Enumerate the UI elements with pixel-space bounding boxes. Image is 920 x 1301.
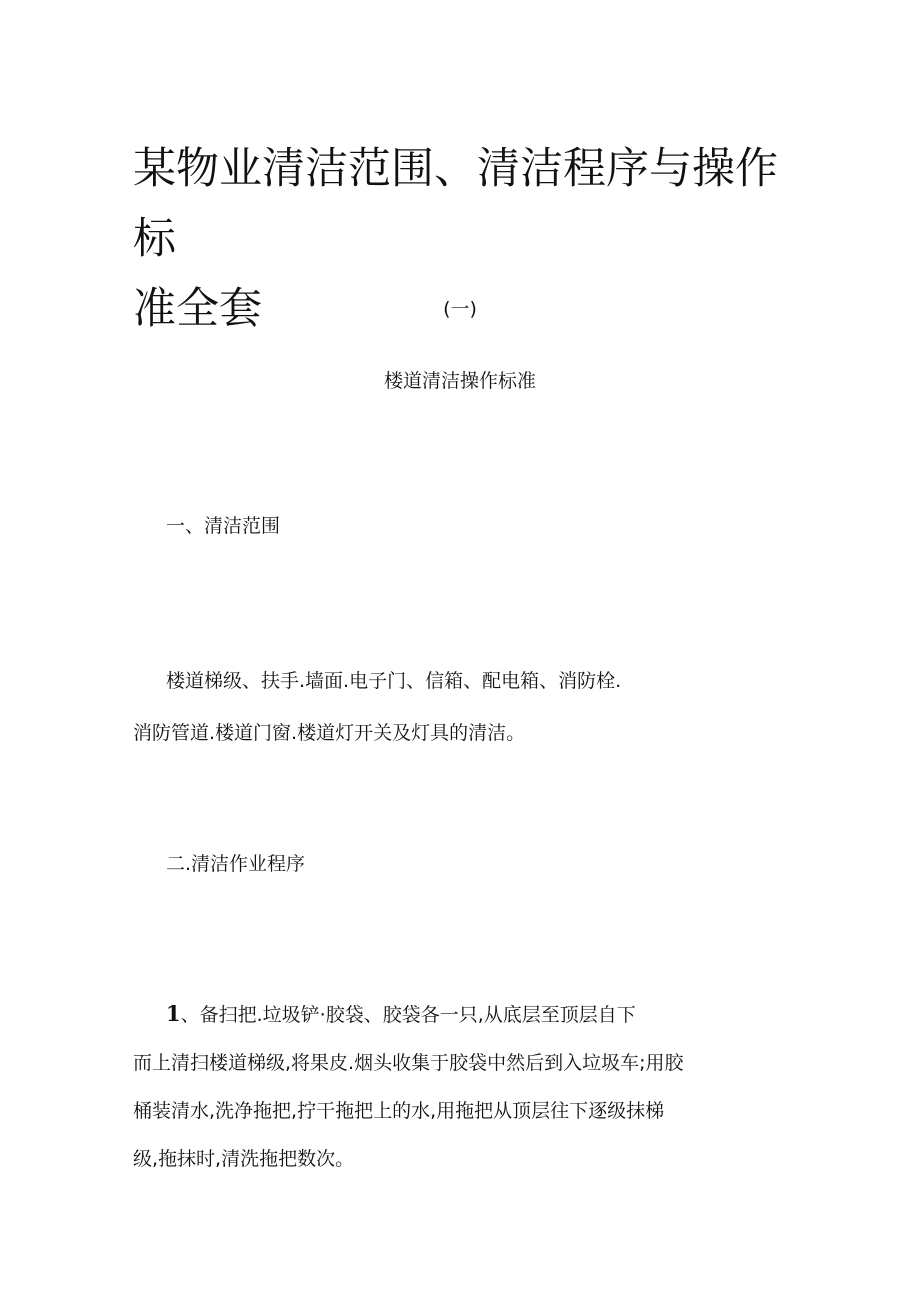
- step-1-line-3: 桶装清水,洗净拖把,拧干拖把上的水,用拖把从顶层往下逐级抹梯: [133, 1100, 665, 1122]
- heading-cleaning-scope: 一、清洁范围: [166, 515, 281, 537]
- title-line-1: 某物业清洁范围、清洁程序与操作标: [133, 144, 778, 264]
- scope-line-2: 消防管道.楼道门窗.楼道灯开关及灯具的清洁。: [133, 722, 526, 744]
- title-line-2: 准全套: [133, 284, 262, 334]
- step-1-line-1: [133, 990, 813, 1039]
- step-1-line-1-text: 、备扫把.垃圾铲·胶袋、胶袋各一只,从底层至顶层自下: [180, 1004, 636, 1026]
- step-1-line-2: 而上清扫楼道梯级,将果皮.烟头收集于胶袋中然后到入垃圾车;用胶: [133, 1052, 684, 1074]
- scope-line-1: 楼道梯级、扶手.墙面.电子门、信箱、配电箱、消防栓.: [166, 670, 622, 692]
- section-number: (一): [443, 298, 477, 320]
- step-1-paragraph: [133, 990, 813, 1183]
- scope-paragraph: [133, 655, 813, 759]
- section-name: 楼道清洁操作标准: [383, 370, 536, 392]
- heading-cleaning-procedure: 二.清洁作业程序: [166, 853, 306, 875]
- step-1-number: 1: [166, 1001, 181, 1026]
- step-1-line-4: 级,拖抹时,清洗拖把数次。: [133, 1148, 355, 1170]
